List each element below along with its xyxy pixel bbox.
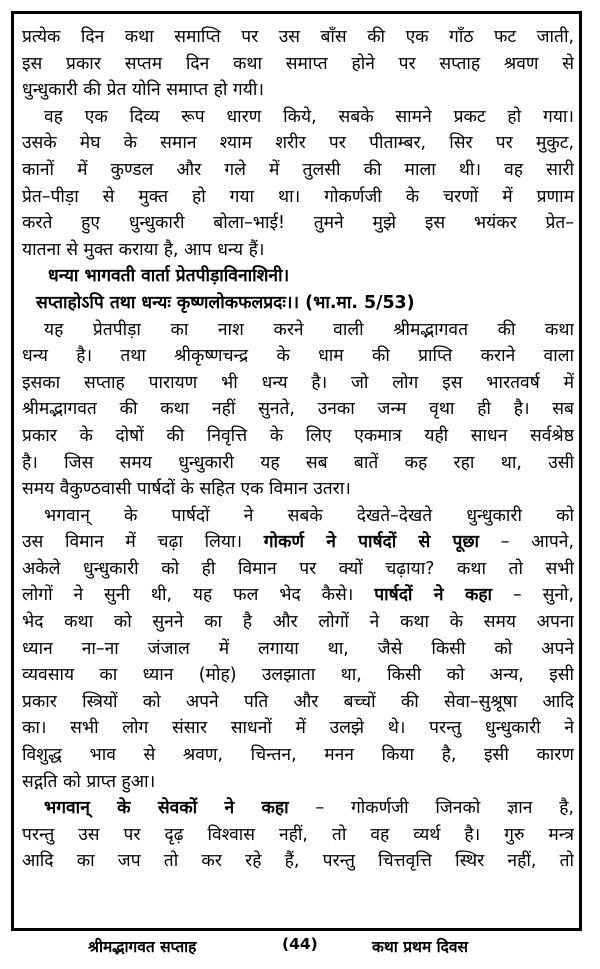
text-segment: लोगों ने सुनी थी, यह फल भेद कैसे।: [22, 585, 354, 606]
footer-page-number: (44): [282, 935, 318, 953]
text-segment: उस विमान में चढ़ा लिया।: [22, 532, 243, 553]
footer-section: कथा प्रथम दिवस: [372, 938, 468, 956]
text-line: विशुद्ध भाव से श्रवण, चिन्तन, मनन किया है, इसी कारण: [22, 745, 574, 766]
text-line: उसके मेघ के समान श्याम शरीर पर पीताम्बर, सिर पर मुकुट,: [22, 133, 574, 154]
text-line: श्रीमद्भागवत की कथा नहीं सुनते, उनका जन्म वृथा ही है। सब: [22, 399, 574, 420]
text-line: वह एक दिव्य रूप धारण किये, सबके सामने प्रकट हो गया।: [44, 106, 574, 127]
text-line: धन्य है। तथा श्रीकृष्णचन्द्र के धाम की प्राप्ति कराने वाला: [22, 346, 574, 367]
text-line: करते हुए धुन्धुकारी बोला–भाई! तुमने मुझे इस भयंकर प्रेत–: [22, 213, 574, 234]
text-line: प्रेत–पीड़ा से मुक्त हो गया था। गोकर्णजी के चरणों में प्रणाम: [22, 186, 574, 207]
footer-book-title: श्रीमद्भागवत सप्ताह: [88, 938, 197, 956]
text-segment: – आपने,: [500, 532, 574, 553]
bold-phrase: पार्षदों ने कहा: [374, 585, 493, 606]
text-line: धुन्धुकारी की प्रेत योनि समाप्त हो गयी।: [22, 80, 264, 101]
text-line: समय वैकुण्ठवासी पार्षदों के सहित एक विमान उतरा।: [22, 479, 351, 500]
bold-phrase: गोकर्ण ने पार्षदों से पूछा: [263, 532, 480, 553]
text-line: परन्तु उस पर दृढ़ विश्वास नहीं, तो वह व्यर्थ है। गुरु मन्त्र: [22, 824, 574, 845]
text-line: का। सभी लोग संसार साधनों में उलझे थे। परन्तु धुन्धुकारी ने: [22, 718, 574, 739]
text-line: भगवान् के पार्षदों ने सबके देखते–देखते धुन्धुकारी को: [44, 505, 574, 526]
text-line: सद्गति को प्राप्त हुआ।: [22, 771, 156, 792]
text-segment: – सुनो,: [512, 585, 574, 606]
text-line: कानों में कुण्डल और गले में तुलसी की माला थी। वह सारी: [22, 159, 574, 180]
page-body: [22, 24, 574, 875]
page-footer: [0, 935, 600, 959]
text-line: [22, 795, 574, 822]
text-line: प्रकार के दोषों की निवृत्ति के लिए एकमात्र यही साधन सर्वश्रेष्ठ: [22, 425, 574, 446]
text-line: है। जिस समय धुन्धुकारी यह सब बातें कह रहा था, उसी: [22, 452, 574, 473]
verse-line: सप्ताहोऽपि तथा धन्यः कृष्णलोकफलप्रदः।। (भा.मा. 5/53): [36, 292, 415, 313]
text-line: ध्यान ना–ना जंजाल में लगाया था, जैसे किसी को अपने: [22, 638, 574, 659]
text-line: यह प्रेतपीड़ा का नाश करने वाली श्रीमद्भागवत की कथा: [44, 319, 574, 340]
verse-line: धन्या भागवती वार्ता प्रेतपीड़ाविनाशिनी।: [48, 266, 290, 287]
text-line: आदि का जप तो कर रहे हैं, परन्तु चित्तवृत्ति स्थिर नहीं, तो: [22, 851, 574, 872]
bold-phrase: भगवान् के सेवकों ने कहा: [44, 798, 289, 819]
text-line: व्यवसाय का ध्यान (मोह) उलझाता था, किसी को अन्य, इसी: [22, 665, 574, 686]
text-line: इस प्रकार सप्तम दिन कथा समाप्त होने पर सप्ताह श्रवण से: [22, 53, 574, 74]
text-segment: – गोकर्णजी जिनको ज्ञान है,: [315, 798, 574, 819]
text-line: इसका सप्ताह पारायण भी धन्य है। जो लोग इस भारतवर्ष में: [22, 372, 574, 393]
text-line: भेद कथा को सुनने का है और लोगों ने कथा के समय अपना: [22, 612, 574, 633]
text-line: अकेले धुन्धुकारी को ही विमान पर क्यों चढ़ाया? कथा तो सभी: [22, 558, 574, 579]
text-line: प्रत्येक दिन कथा समाप्ति पर उस बाँस की एक गाँठ फट जाती,: [22, 27, 574, 47]
text-line: यातना से मुक्त कराया है, आप धन्य हैं।: [22, 239, 265, 260]
text-line: [22, 529, 574, 556]
text-line: [22, 582, 574, 609]
text-line: प्रकार स्त्रियों को अपने पति और बच्चों की सेवा–सुश्रूषा आदि: [22, 691, 574, 712]
